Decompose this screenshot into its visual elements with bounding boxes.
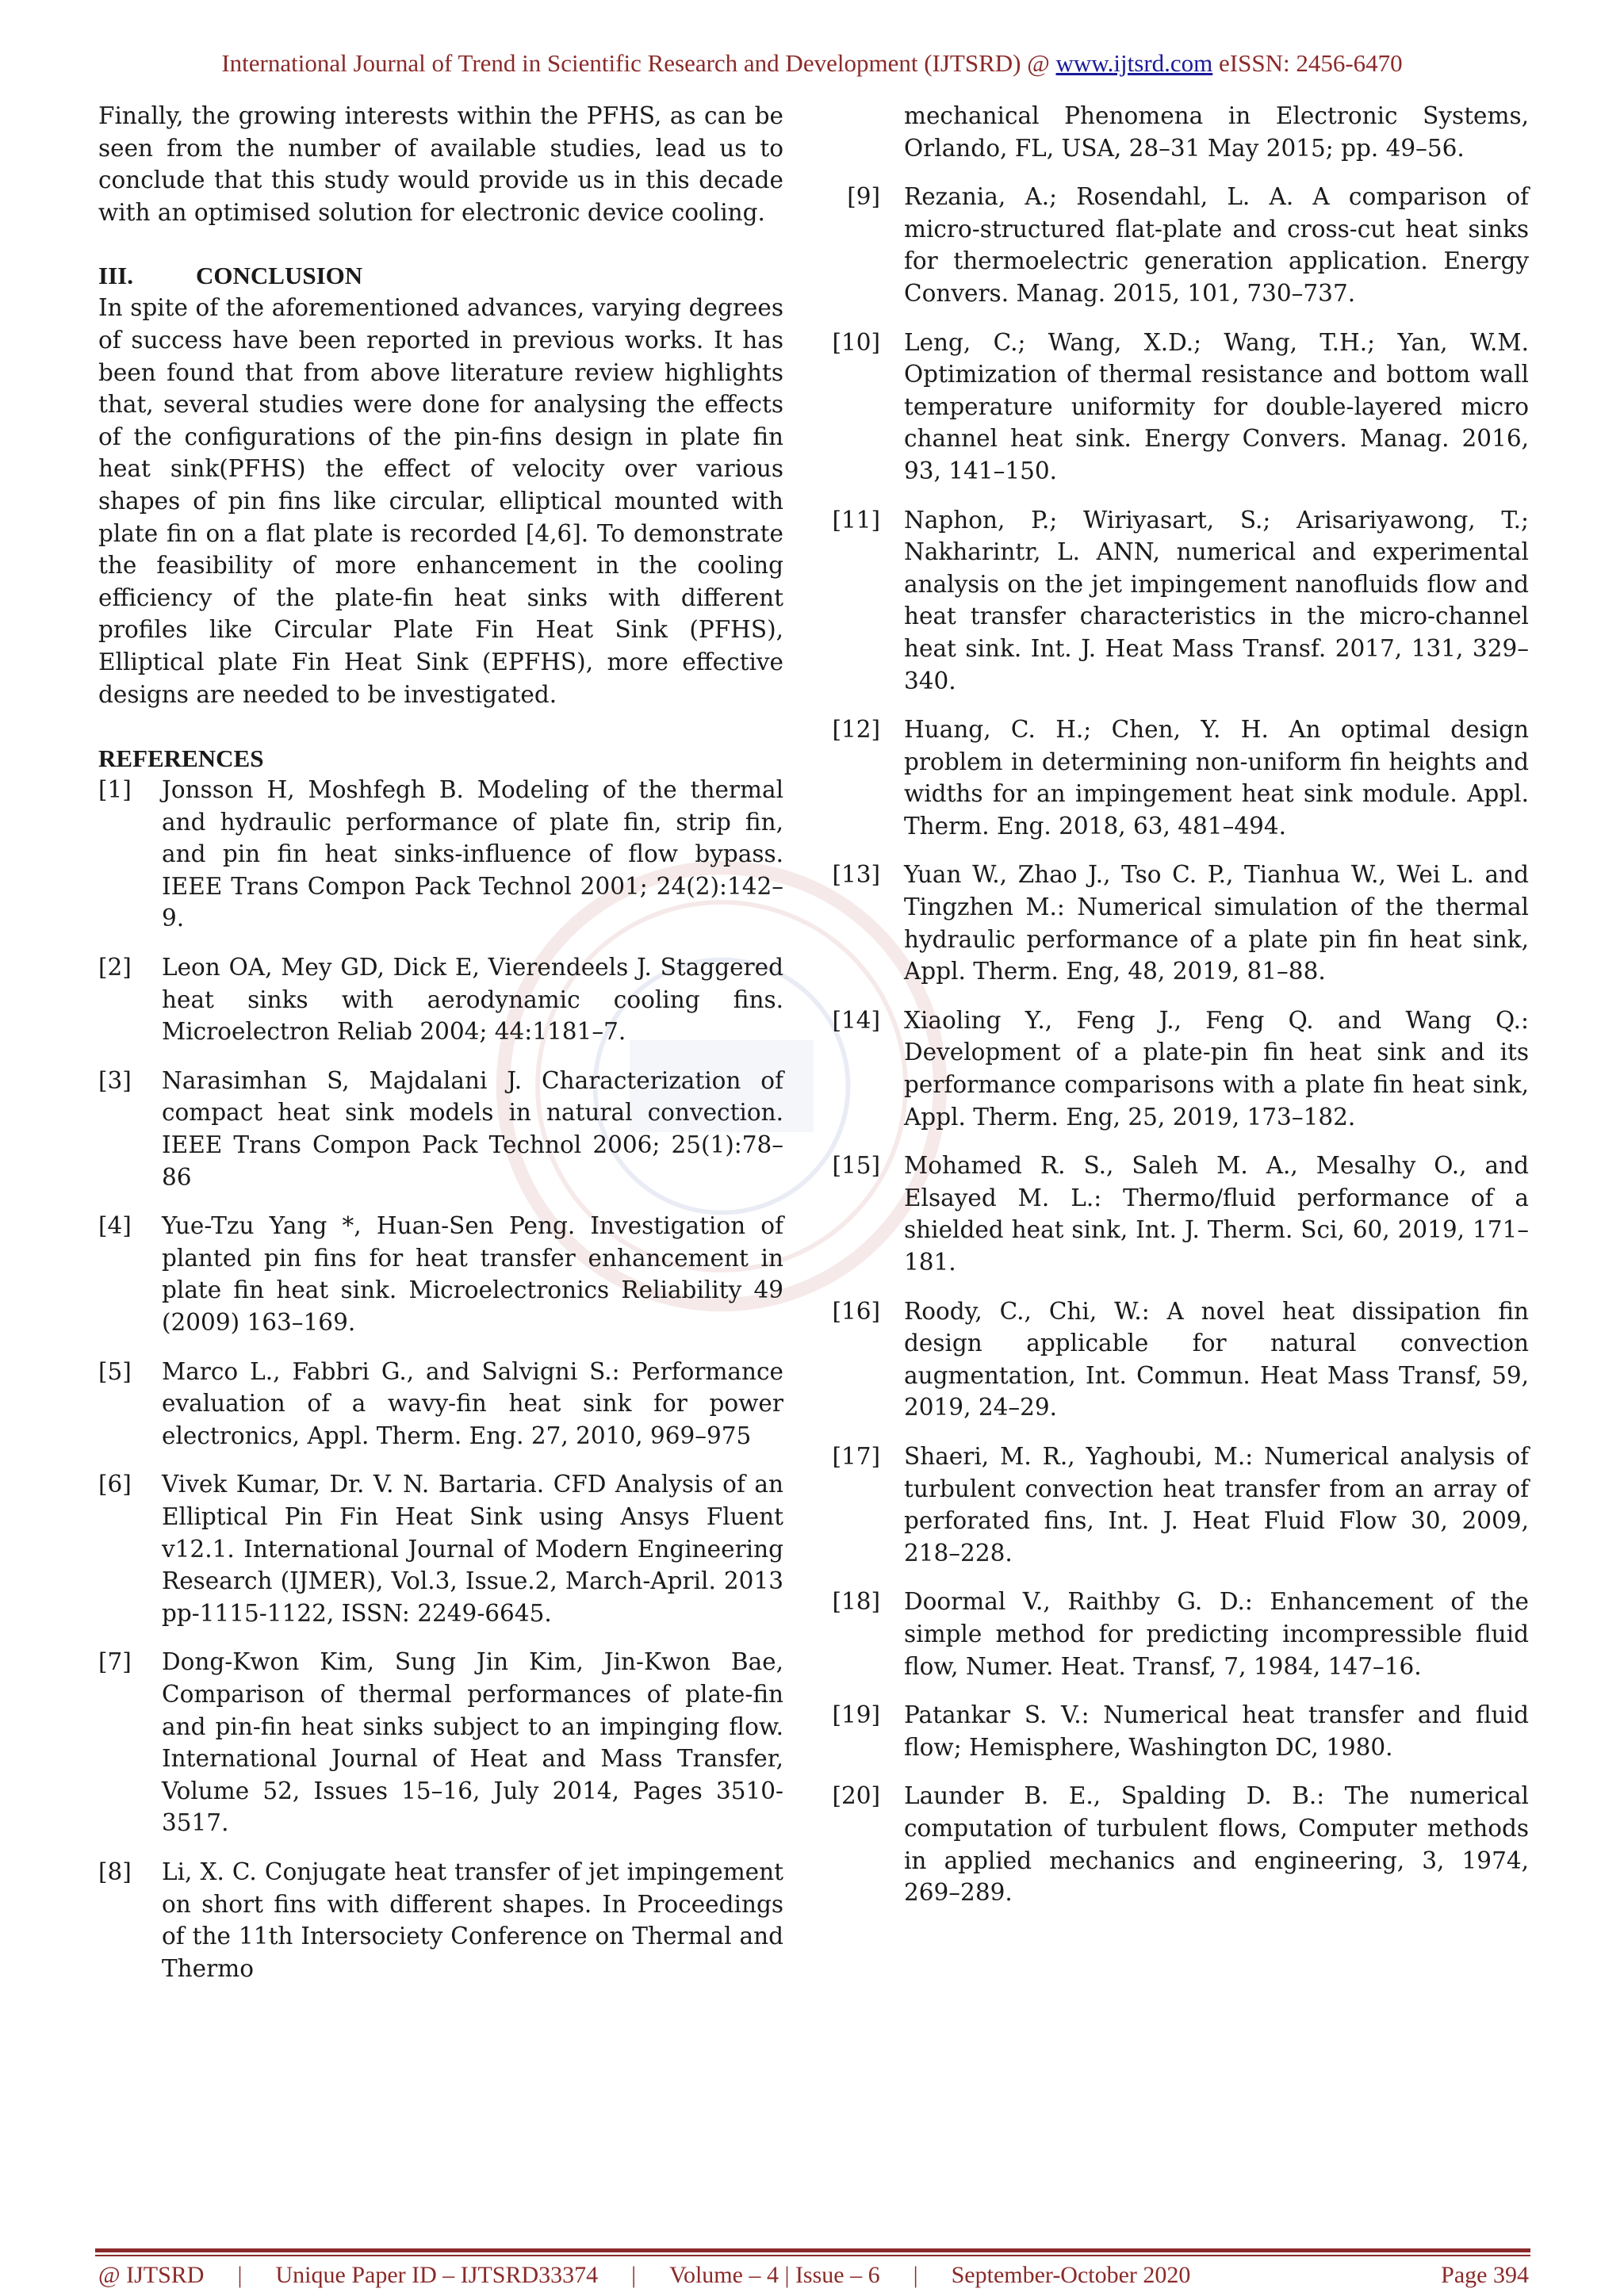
journal-name: International Journal of Trend in Scientific Research and Development (IJTSRD) @ [221, 49, 1056, 77]
footer-separator: | [913, 2262, 918, 2288]
reference-item [829, 1780, 1529, 1908]
footer-volume-issue: Volume – 4 | Issue – 6 [669, 2262, 880, 2288]
reference-number: [9] [847, 183, 880, 211]
left-column [98, 100, 783, 2001]
reference-number: [12] [832, 716, 880, 744]
running-header [0, 49, 1624, 78]
journal-website-link[interactable]: www.ijtsrd.com [1055, 49, 1213, 77]
reference-item [829, 1150, 1529, 1278]
reference-text: Doormal V., Raithby G. D.: Enhancement of the simple method for predicting incompressible fluid flow, Numer. Heat. Transf, 7, 1984, 147–16. [904, 1588, 1529, 1680]
reference-item [98, 1856, 783, 1984]
footer-publisher: @ IJTSRD [98, 2262, 205, 2288]
reference-number: [3] [98, 1066, 132, 1094]
conclusion-paragraph: In spite of the aforementioned advances, varying degrees of success have been reported in previous works. It has been found that from above literature review highlights that, several studies were done for analysing the effects of the configurations of the pin-fins design in plate fin heat sink(PFHS) the effect of velocity over various shapes of pin fins like circular, elliptical mounted with plate fin on a flat plate is recorded [4,6]. To demonstrate the feasibility of more enhancement in the cooling efficiency of the plate-fin heat sinks with different profiles like Circular Plate Fin Heat Sink (PFHS), Elliptical plate Fin Heat Sink (EPFHS), more effective designs are needed to be investigated. [98, 294, 783, 708]
reference-item [829, 504, 1529, 698]
reference-number: [13] [832, 861, 880, 889]
footer-divider-thin [95, 2255, 1530, 2256]
footer-separator: | [237, 2262, 243, 2288]
reference-item [829, 1441, 1529, 1569]
reference-number: [17] [832, 1442, 880, 1470]
reference-item [98, 1065, 783, 1193]
reference-number: [18] [832, 1588, 880, 1616]
footer-paper-id: Unique Paper ID – IJTSRD33374 [275, 2262, 599, 2288]
reference-text: Jonsson H, Moshfegh B. Modeling of the thermal and hydraulic performance of plate fin, strip fin, and pin fin heat sinks-influence of flow bypass. IEEE Trans Compon Pack Technol 2001; 24(2):142–9. [162, 776, 783, 932]
reference-text: Xiaoling Y., Feng J., Feng Q. and Wang Q.: Development of a plate-pin fin heat sink and its performance comparisons with a plate fin heat sink, Appl. Therm. Eng, 25, 2019, 173–182. [904, 1006, 1529, 1131]
reference-item [829, 181, 1529, 309]
reference-number: [16] [832, 1297, 880, 1325]
reference-text: Dong-Kwon Kim, Sung Jin Kim, Jin-Kwon Bae, Comparison of thermal performances of plate-fin and pin-fin heat sinks subject to an impinging flow. International Journal of Heat and Mass Transfer, Volume 52, Issues 15–16, July 2014, Pages 3510-3517. [162, 1648, 783, 1837]
reference-number: [6] [98, 1471, 132, 1498]
reference-text: Rezania, A.; Rosendahl, L. A. A comparison of micro-structured flat-plate and cross-cut heat sinks for thermoelectric generation application. Energy Convers. Manag. 2015, 101, 730–737. [904, 183, 1529, 307]
reference-number: [1] [98, 776, 132, 804]
reference-item [829, 327, 1529, 488]
journal-issn: eISSN: 2456-6470 [1212, 49, 1403, 77]
footer-page-number: Page 394 [1441, 2262, 1529, 2288]
footer-divider [95, 2248, 1530, 2252]
reference-number: [2] [98, 954, 132, 982]
reference-text: Roody, C., Chi, W.: A novel heat dissipation fin design applicable for natural convection augmentation, Int. Commun. Heat Mass Transf, 59, 2019, 24–29. [904, 1297, 1529, 1422]
reference-number: [7] [98, 1648, 132, 1676]
reference-text: Marco L., Fabbri G., and Salvigni S.: Performance evaluation of a wavy-fin heat sink for power electronics, Appl. Therm. Eng. 27, 2010, 969–975 [162, 1357, 783, 1449]
reference-text: Yuan W., Zhao J., Tso C. P., Tianhua W., Wei L. and Tingzhen M.: Numerical simulation of the thermal hydraulic performance of a plate pin fin heat sink, Appl. Therm. Eng, 48, 2019, 81–88. [904, 861, 1529, 985]
section-title: CONCLUSION [196, 262, 363, 290]
reference-item [98, 1356, 783, 1452]
reference-text: Patankar S. V.: Numerical heat transfer and fluid flow; Hemisphere, Washington DC, 1980. [904, 1701, 1529, 1761]
reference-number: [4] [98, 1212, 132, 1240]
references-heading: REFERENCES [98, 744, 264, 773]
reference-text: Li, X. C. Conjugate heat transfer of jet impingement on short fins with different shapes. In Proceedings of the 11th Intersociety Conference on Thermal and Thermo [162, 1858, 783, 1982]
reference-item [829, 1295, 1529, 1424]
reference-text: Launder B. E., Spalding D. B.: The numerical computation of turbulent flows, Computer methods in applied mechanics and engineering, 3, 1974, 269–289. [904, 1782, 1529, 1907]
reference-number: [10] [832, 328, 880, 356]
reference-number: [8] [98, 1858, 132, 1885]
reference-item [98, 774, 783, 935]
footer-date: September-October 2020 [951, 2262, 1191, 2288]
reference-item [98, 951, 783, 1048]
reference-number: [20] [832, 1782, 880, 1810]
reference-text: Huang, C. H.; Chen, Y. H. An optimal design problem in determining non-uniform fin heights and widths for an impingement heat sink module. Appl. Therm. Eng. 2018, 63, 481–494. [904, 716, 1529, 840]
right-column [829, 100, 1529, 1926]
reference-item [98, 1646, 783, 1839]
reference-item [98, 1210, 783, 1338]
reference-item [98, 1468, 783, 1629]
reference-item [829, 714, 1529, 842]
intro-paragraph: Finally, the growing interests within the PFHS, as can be seen from the number of available studies, lead us to conclude that this study would provide us in this decade with an optimised solution for electronic device cooling. [98, 102, 783, 226]
section-number: III. [98, 262, 133, 290]
footer-separator: | [631, 2262, 637, 2288]
reference-text: Narasimhan S, Majdalani J. Characterization of compact heat sink models in natural convection. IEEE Trans Compon Pack Technol 2006; 25(1):78–86 [162, 1066, 783, 1191]
reference-text: Shaeri, M. R., Yaghoubi, M.: Numerical analysis of turbulent convection heat transfer from an array of perforated fins, Int. J. Heat Fluid Flow 30, 2009, 218–228. [904, 1442, 1529, 1567]
reference-number: [19] [832, 1701, 880, 1729]
reference-item [829, 1699, 1529, 1763]
reference-text: Vivek Kumar, Dr. V. N. Bartaria. CFD Analysis of an Elliptical Pin Fin Heat Sink using Ansys Fluent v12.1. International Journal of Modern Engineering Research (IJMER), Vol.3, Issue.2, March-April. 2013 pp-1115-1122, ISSN: 2249-6645. [162, 1471, 783, 1627]
page-footer [98, 2262, 1529, 2289]
reference-text: Mohamed R. S., Saleh M. A., Mesalhy O., and Elsayed M. L.: Thermo/fluid performance of a shielded heat sink, Int. J. Therm. Sci, 60, 2019, 171–181. [904, 1152, 1529, 1276]
reference-item [829, 859, 1529, 987]
reference-text: Leon OA, Mey GD, Dick E, Vierendeels J. Staggered heat sinks with aerodynamic cooling fins. Microelectron Reliab 2004; 44:1181–7. [162, 954, 783, 1046]
reference-continuation: mechanical Phenomena in Electronic Systems, Orlando, FL, USA, 28–31 May 2015; pp. 49–56. [904, 102, 1529, 162]
section-heading-conclusion [98, 260, 783, 292]
reference-item [829, 1586, 1529, 1682]
reference-number: [5] [98, 1357, 132, 1385]
reference-text: Naphon, P.; Wiriyasart, S.; Arisariyawong, T.; Nakharintr, L. ANN, numerical and experimental analysis on the jet impingement nanofluids flow and heat transfer characteristics in the micro-channel heat sink. Int. J. Heat Mass Transf. 2017, 131, 329–340. [904, 506, 1529, 695]
reference-item [829, 1004, 1529, 1133]
reference-number: [15] [832, 1152, 880, 1180]
reference-text: Leng, C.; Wang, X.D.; Wang, T.H.; Yan, W.M. Optimization of thermal resistance and bottom wall temperature uniformity for double-layered micro channel heat sink. Energy Convers. Manag. 2016, 93, 141–150. [904, 328, 1529, 484]
reference-number: [14] [832, 1006, 880, 1034]
reference-number: [11] [832, 506, 880, 534]
reference-text: Yue-Tzu Yang *, Huan-Sen Peng. Investigation of planted pin fins for heat transfer enhancement in plate fin heat sink. Microelectronics Reliability 49 (2009) 163–169. [162, 1212, 783, 1336]
